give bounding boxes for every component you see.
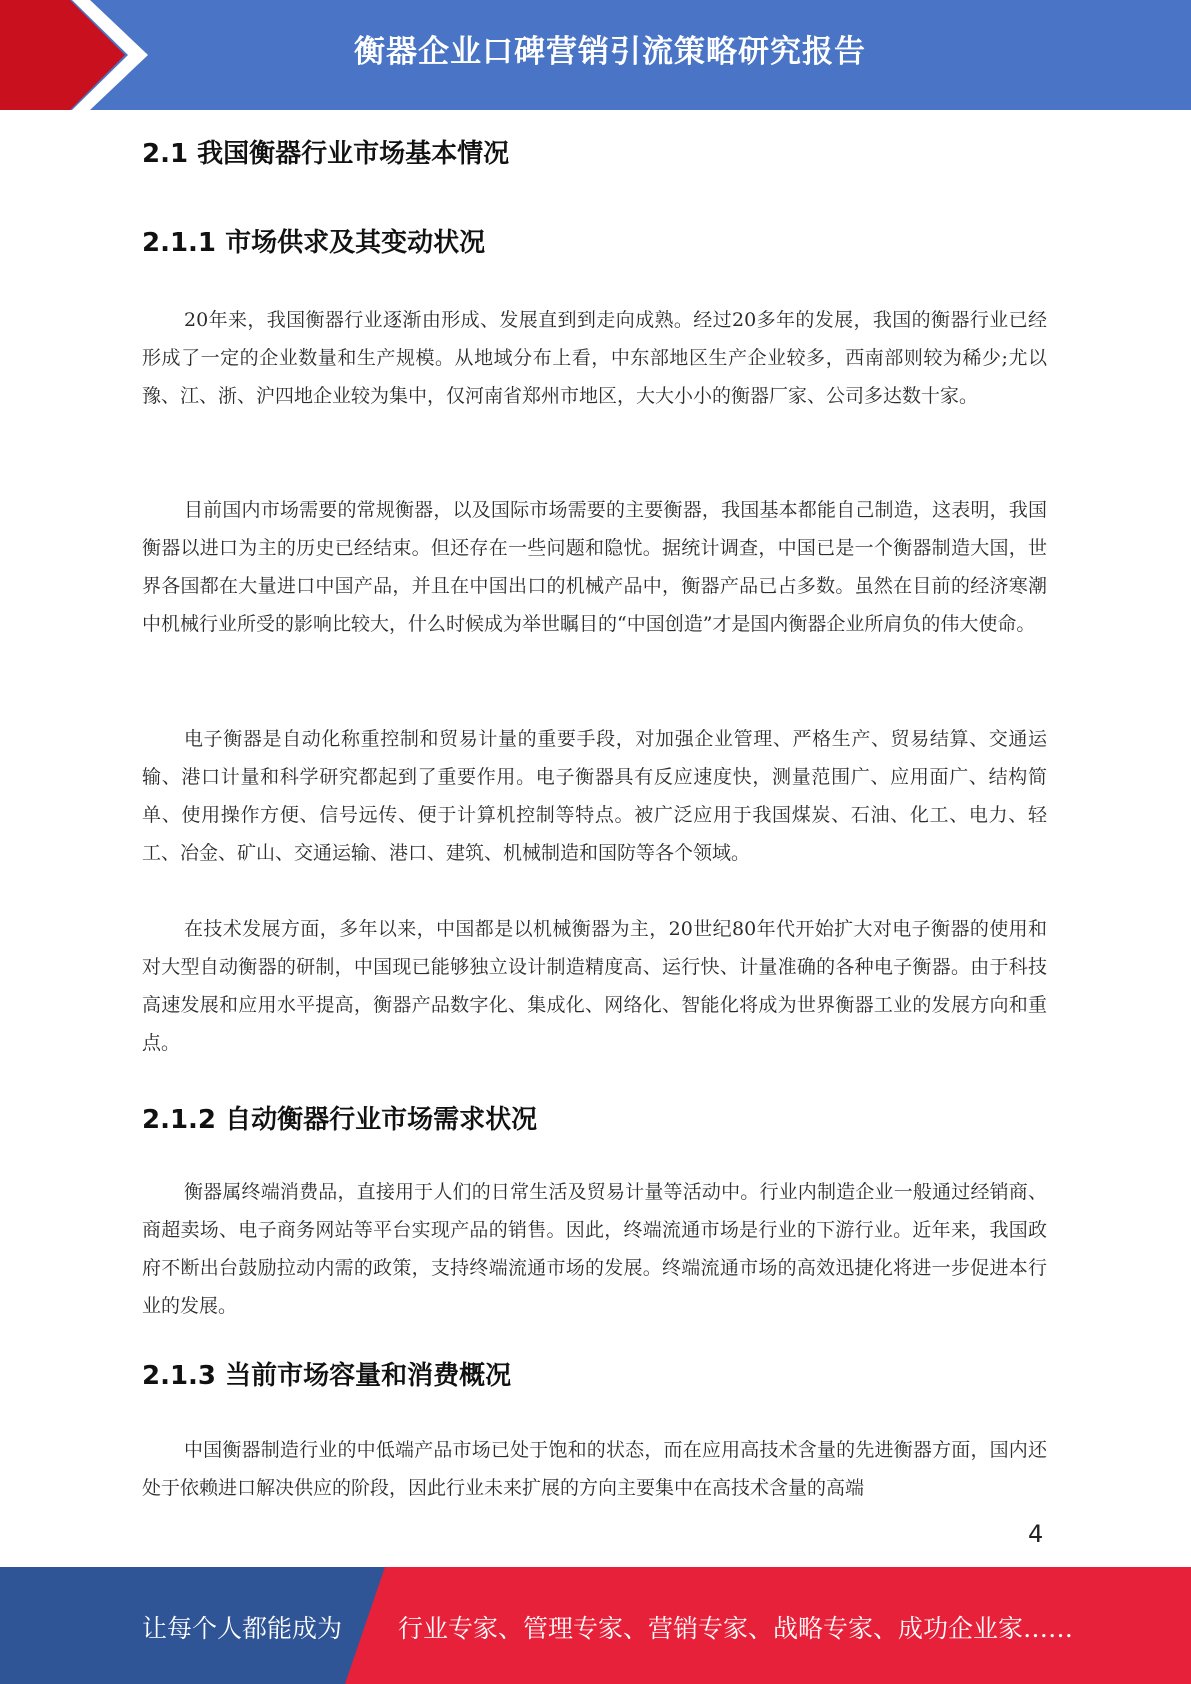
paragraph: 目前国内市场需要的常规衡器，以及国际市场需要的主要衡器，我国基本都能自己制造，这表明，我国衡器以进口为主的历史已经结束。但还存在一些问题和隐忧。据统计调查，中国已是一个衡器制造大国，世界各国都在大量进口中国产品，并且在中国出口的机械产品中，衡器产品已占多数。虽然在目前的经济寒潮中机械行业所受的影响比较大，什么时候成为举世瞩目的“中国创造”才是国内衡器企业所肩负的伟大使命。 xyxy=(142,499,1047,635)
paragraph: 中国衡器制造行业的中低端产品市场已处于饱和的状态，而在应用高技术含量的先进衡器方面，国内还处于依赖进口解决供应的阶段，因此行业未来扩展的方向主要集中在高技术含量的高端 xyxy=(142,1439,1047,1499)
paragraph: 衡器属终端消费品，直接用于人们的日常生活及贸易计量等活动中。行业内制造企业一般通过经销商、商超卖场、电子商务网站等平台实现产品的销售。因此，终端流通市场是行业的下游行业。近年来，我国政府不断出台鼓励拉动内需的政策，支持终端流通市场的发展。终端流通市场的高效迅捷化将进一步促进本行业的发展。 xyxy=(142,1181,1047,1317)
paragraph: 20年来，我国衡器行业逐渐由形成、发展直到到走向成熟。经过20多年的发展，我国的衡器行业已经形成了一定的企业数量和生产规模。从地域分布上看，中东部地区生产企业较多，西南部则较为稀少;尤以豫、江、浙、沪四地企业较为集中，仅河南省郑州市地区，大大小小的衡器厂家、公司多达数十家。 xyxy=(142,309,1047,407)
paragraph: 电子衡器是自动化称重控制和贸易计量的重要手段，对加强企业管理、严格生产、贸易结算、交通运输、港口计量和科学研究都起到了重要作用。电子衡器具有反应速度快，测量范围广、应用面广、结构简单、使用操作方便、信号远传、便于计算机控制等特点。被广泛应用于我国煤炭、石油、化工、电力、轻工、冶金、矿山、交通运输、港口、建筑、机械制造和国防等各个领域。 xyxy=(142,728,1047,864)
subsection-heading: 2.1.3 当前市场容量和消费概况 xyxy=(142,1361,512,1391)
footer-slogan-right: 行业专家、管理专家、营销专家、战略专家、成功企业家…… xyxy=(398,1614,1074,1643)
report-title: 衡器企业口碑营销引流策略研究报告 xyxy=(354,34,866,70)
subsection-heading: 2.1.2 自动衡器行业市场需求状况 xyxy=(142,1105,538,1135)
subsection-heading: 2.1.1 市场供求及其变动状况 xyxy=(142,228,486,258)
page-number: 4 xyxy=(1028,1520,1044,1548)
page-header xyxy=(0,0,1191,110)
paragraph: 在技术发展方面，多年以来，中国都是以机械衡器为主，20世纪80年代开始扩大对电子衡器的使用和对大型自动衡器的研制，中国现已能够独立设计制造精度高、运行快、计量准确的各种电子衡器。由于科技高速发展和应用水平提高，衡器产品数字化、集成化、网络化、智能化将成为世界衡器工业的发展方向和重点。 xyxy=(142,918,1047,1054)
section-heading: 2.1 我国衡器行业市场基本情况 xyxy=(142,139,510,169)
page-footer xyxy=(0,1567,1191,1684)
footer-slogan-left: 让每个人都能成为 xyxy=(142,1614,343,1643)
